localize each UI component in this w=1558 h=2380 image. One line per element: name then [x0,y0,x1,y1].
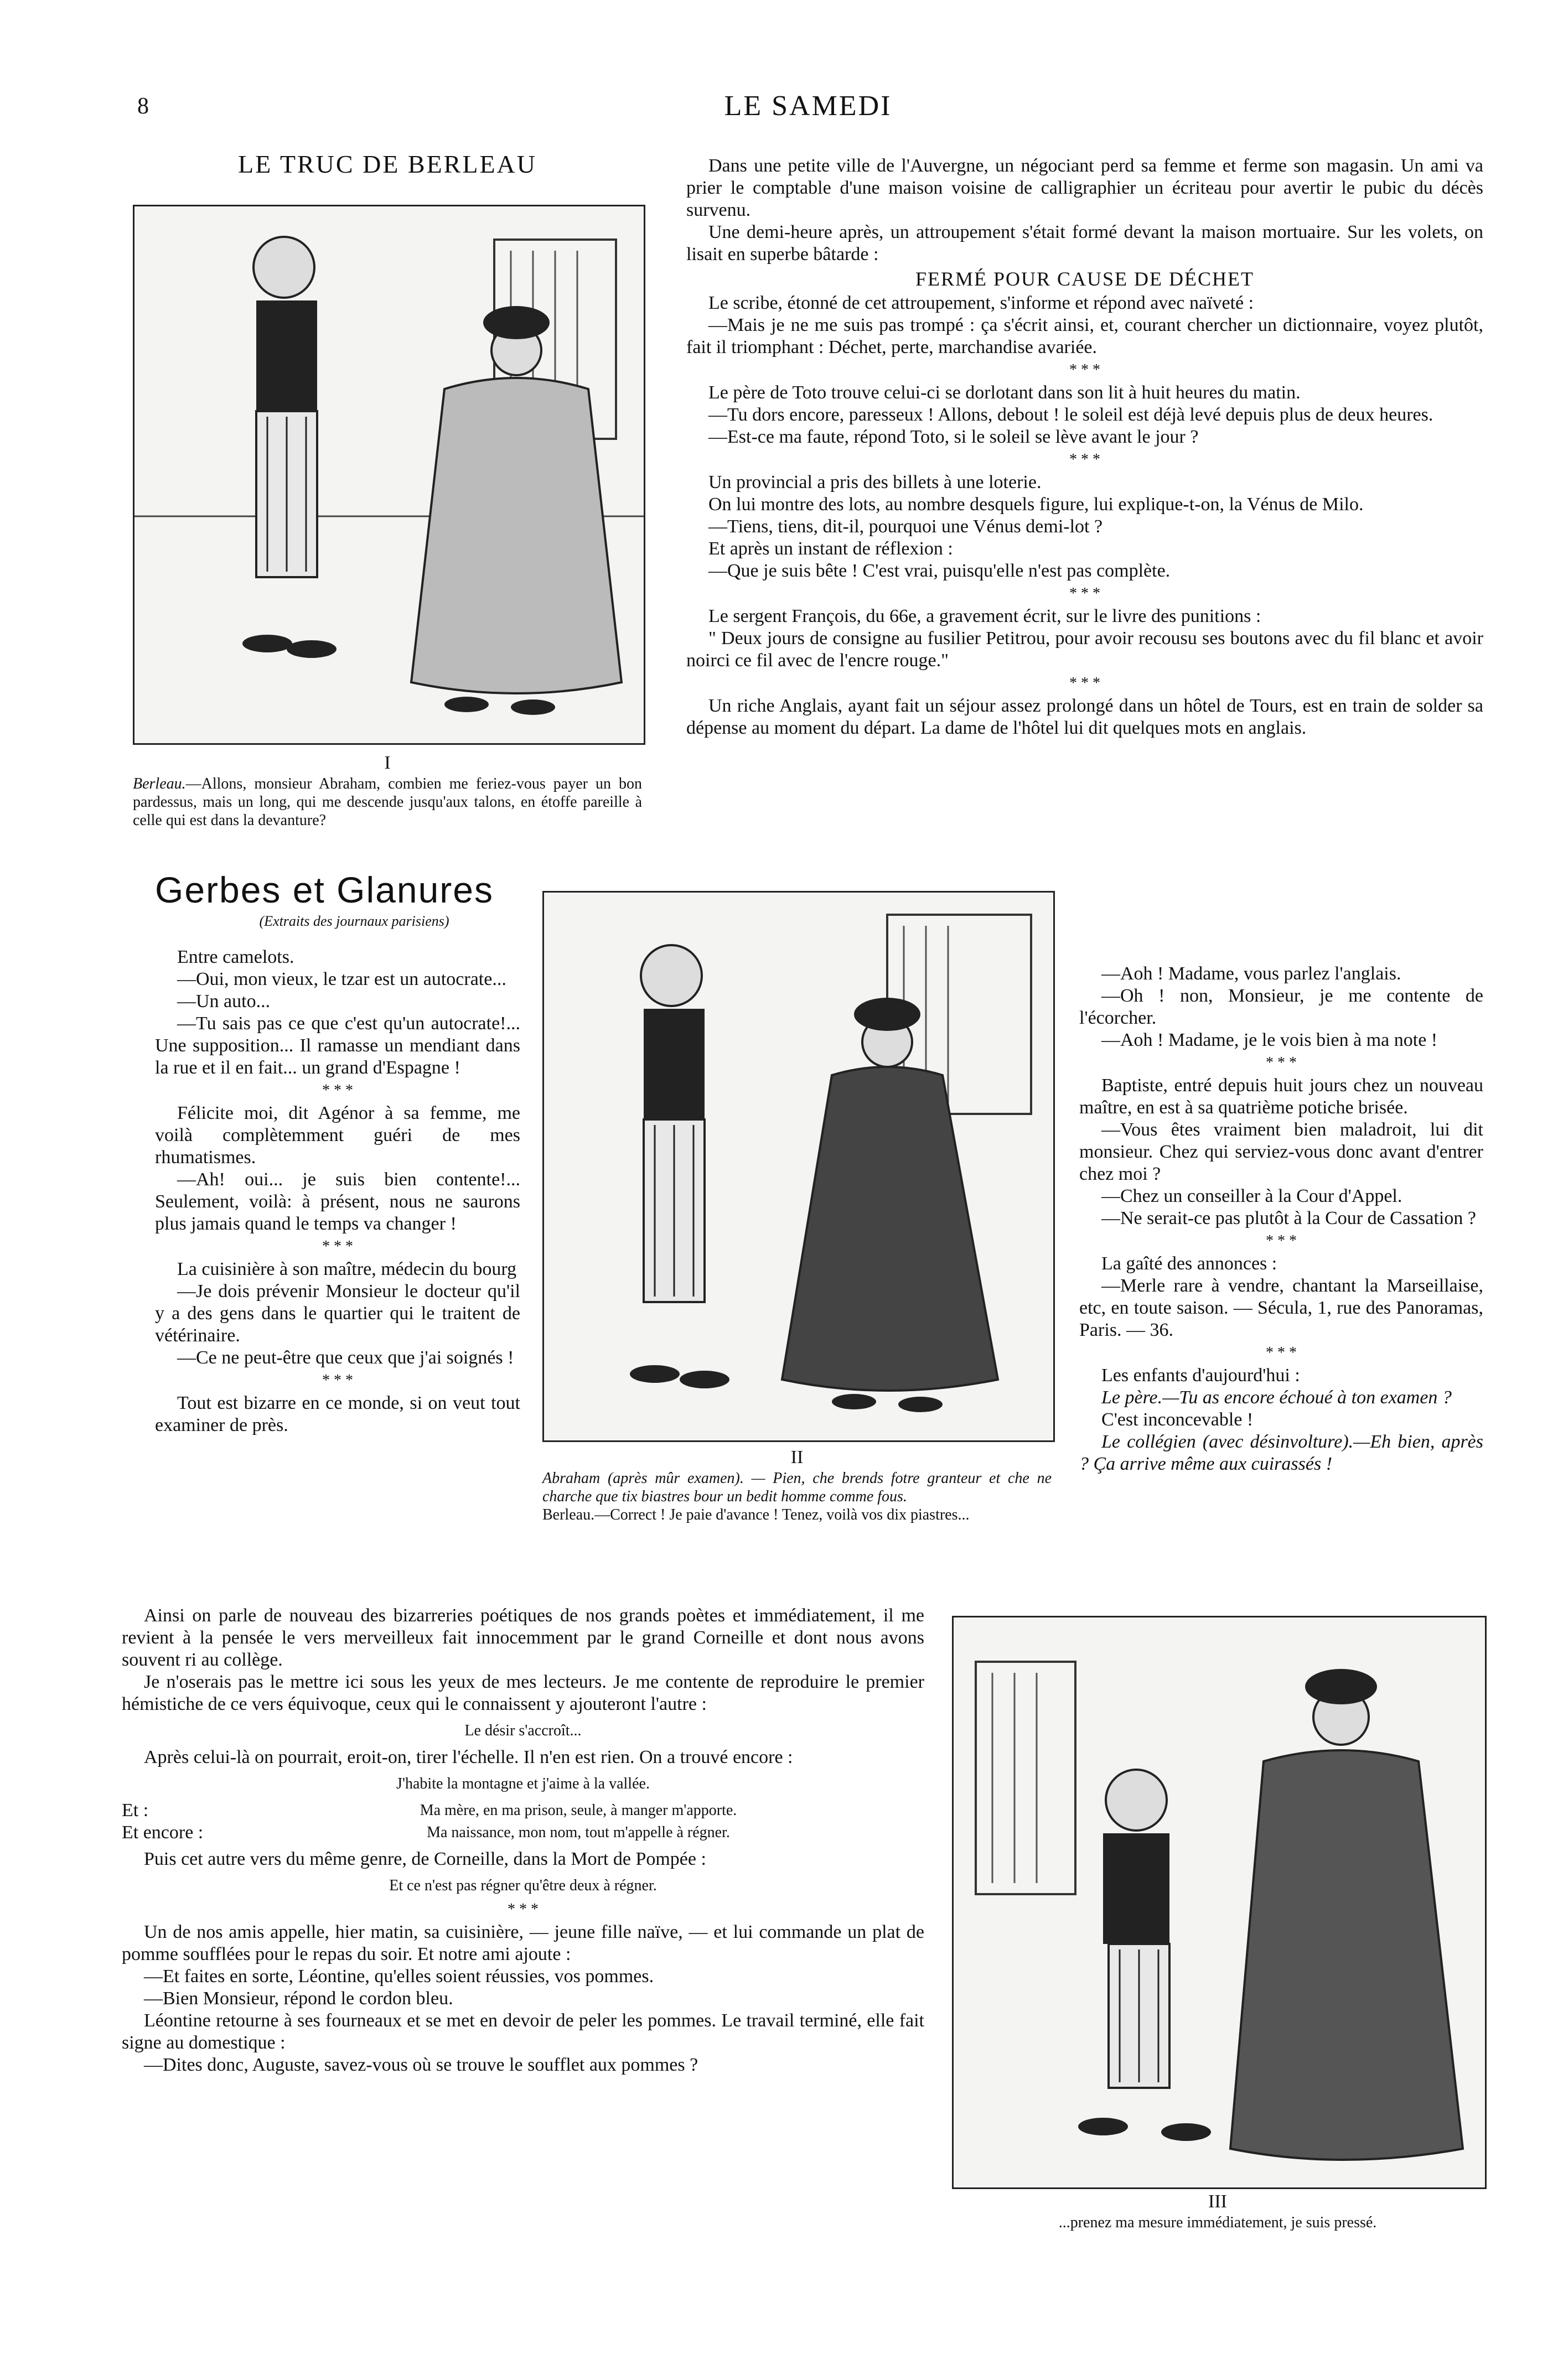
paragraph: —Tu dors encore, paresseux ! Allons, debout ! le soleil est déjà levé depuis plus de deux heures. [708,405,1433,425]
paragraph: —Et faites en sorte, Léontine, qu'elles soient réussies, vos pommes. [144,1966,654,1987]
cartoon-drawing-1 [134,206,644,743]
paragraph: Dans une petite ville de l'Auvergne, un négociant perd sa femme et ferme son magasin. Un ami va prier le comptable d'une maison voisine de calligraphier un écriteau pour avertir le pubic du décès survenu. [686,155,1483,220]
cartoon-drawing-2 [544,893,1053,1440]
cartoon-caption-3: ...prenez ma mesure immédiatement, je suis pressé. [1058,2214,1377,2231]
paragraph: —Ah! oui... je suis bien contente!... Seulement, voilà: à présent, nous ne saurons plus jamais quand le temps va changer ! [155,1169,520,1234]
cartoon-illustration-2 [542,891,1055,1442]
paragraph: On lui montre des lots, au nombre desquels figure, lui explique-t-on, la Vénus de Milo. [708,494,1364,515]
paragraph: La cuisinière à son maître, médecin du bourg [177,1259,517,1279]
paragraph: —Tu sais pas ce que c'est qu'un autocrate!... Une supposition... Il ramasse un mendiant dans la rue et il en fait... un grand d'Espagne ! [155,1013,520,1078]
caption-line: Abraham (après mûr examen). — Pien, che brends fotre granteur et che ne charche que tix biastres bour un bedit homme comme fous. [542,1470,1052,1505]
paragraph: —Je dois prévenir Monsieur le docteur qu'il y a des gens dans le quartier qui le traitent de vétérinaire. [155,1281,520,1346]
masthead: LE SAMEDI [724,90,892,122]
caption-line: Berleau.—Correct ! Je paie d'avance ! Tenez, voilà vos dix piastres... [542,1506,970,1523]
paragraph: —Dites donc, Auguste, savez-vous où se trouve le soufflet aux pommes ? [144,2055,698,2075]
caption-text: —Allons, monsieur Abraham, combien me feriez-vous payer un bon pardessus, mais un long, qui me descende jusqu'aux talons, en étoffe pareille à celle qui est dans la devanture? [133,775,642,829]
paragraph: —Aoh ! Madame, je le vois bien à ma note ! [1101,1030,1438,1050]
paragraph: " Deux jours de consigne au fusilier Petitrou, pour avoir recousu ses boutons avec du fil blanc et avoir noirci ce fil avec de l'encre rouge." [686,628,1483,671]
paragraph: —Ce ne peut-être que ceux que j'ai soignés ! [177,1347,514,1368]
paragraph: C'est inconcevable ! [1101,1409,1254,1430]
section-divider-stars: * * * [322,1372,353,1389]
paragraph: —Est-ce ma faute, répond Toto, si le soleil se lève avant le jour ? [708,427,1199,447]
bottom-text [122,1605,924,2076]
paragraph: —Un auto... [177,991,271,1012]
paragraph: Tout est bizarre en ce monde, si on veut tout examiner de près. [155,1393,520,1435]
paragraph: —Vous êtes vraiment bien maladroit, lui dit monsieur. Chez qui serviez-vous donc avant d'entrer chez moi ? [1079,1119,1483,1184]
paragraph: Ainsi on parle de nouveau des bizarreries poétiques de nos grands poètes et immédiatement, il me revient à la pensée le vers merveilleux fait innocemment par le grand Corneille et dont nous avons souvent ri au collège. [122,1605,924,1670]
paragraph: Félicite moi, dit Agénor à sa femme, me voilà complètemment guéri de mes rhumatismes. [155,1103,520,1168]
paragraph: —Chez un conseiller à la Cour d'Appel. [1101,1186,1402,1206]
paragraph: Entre camelots. [177,947,294,967]
cartoon-title: LE TRUC DE BERLEAU [238,150,537,178]
paragraph: Le collégien (avec désinvolture).—Eh bien, après ? Ça arrive même aux cuirassés ! [1079,1432,1483,1474]
shop-sign-text: FERMÉ POUR CAUSE DE DÉCHET [915,268,1255,290]
section-divider-stars: * * * [1266,1232,1297,1249]
paragraph: Le sergent François, du 66e, a gravement écrit, sur le livre des punitions : [708,606,1261,626]
section-divider-stars: * * * [1069,361,1100,378]
paragraph: —Mais je ne me suis pas trompé : ça s'écrit ainsi, et, courant chercher un dictionnaire, voyez plutôt, fait il triomphant : Déchet, perte, marchandise avariée. [686,315,1483,357]
paragraph: —Bien Monsieur, répond le cordon bleu. [144,1988,453,2009]
paragraph: Un provincial a pris des billets à une loterie. [708,472,1042,492]
section-heading: Gerbes et Glanures [155,869,494,910]
paragraph: Puis cet autre vers du même genre, de Corneille, dans la Mort de Pompée : [144,1849,706,1869]
plate-number-2: II [790,1447,804,1468]
section-divider-stars: * * * [1266,1344,1297,1361]
verse-row [122,1822,924,1844]
paragraph: Baptiste, entré depuis huit jours chez un nouveau maître, en est à sa quatrième potiche brisée. [1079,1075,1483,1118]
paragraph: —Merle rare à vendre, chantant la Marseillaise, etc, en toute saison. — Sécula, 1, rue des Panoramas, Paris. — 36. [1079,1275,1483,1340]
right-column-narrow [1079,963,1483,1475]
paragraph: Les enfants d'aujourd'hui : [1101,1365,1300,1386]
cartoon-caption-2 [542,1469,1052,1524]
paragraph: —Tiens, tiens, dit-il, pourquoi une Vénus demi-lot ? [708,516,1103,537]
section-divider-stars: * * * [322,1238,353,1255]
verse-quote: Le désir s'accroît... [464,1722,582,1739]
section-divider-stars: * * * [1069,675,1100,692]
paragraph: Après celui-là on pourrait, eroit-on, tirer l'échelle. Il n'en est rien. On a trouvé encore : [144,1747,793,1767]
paragraph: Le père de Toto trouve celui-ci se dorlotant dans son lit à huit heures du matin. [708,382,1301,403]
paragraph: Je n'oserais pas le mettre ici sous les yeux de mes lecteurs. Je me contente de reproduire le premier hémistiche de ce vers équivoque, ceux qui le connaissent y ajouteront l'autre : [122,1672,924,1714]
section-divider-stars: * * * [322,1082,353,1099]
paragraph: —Oui, mon vieux, le tzar est un autocrate... [177,969,506,989]
paragraph: Un riche Anglais, ayant fait un séjour assez prolongé dans un hôtel de Tours, est en train de solder sa dépense au moment du départ. La dame de l'hôtel lui dit quelques mots en anglais. [686,696,1483,738]
plate-number-3: III [1208,2191,1227,2212]
verse-row [122,1800,924,1822]
verse-label: Et encore : [122,1822,204,1843]
paragraph: La gaîté des annonces : [1101,1253,1277,1274]
gerbes-column [155,946,520,1437]
cartoon-illustration-3 [952,1616,1487,2189]
paragraph: Léontine retourne à ses fourneaux et se met en devoir de peler les pommes. Le travail terminé, elle fait signe au domestique : [122,2010,924,2053]
cartoon-illustration-1 [133,205,645,745]
paragraph: —Aoh ! Madame, vous parlez l'anglais. [1101,963,1401,984]
verse-label: Et : [122,1800,149,1821]
paragraph: Et après un instant de réflexion : [708,538,953,559]
cartoon-caption-1 [133,775,642,829]
verse-quote: J'habite la montagne et j'aime à la vallée. [396,1775,650,1792]
caption-speaker: Berleau. [133,775,186,792]
section-divider-stars: * * * [1069,585,1100,602]
paragraph: Une demi-heure après, un attroupement s'était formé devant la maison mortuaire. Sur les volets, on lisait en superbe bâtarde : [686,222,1483,265]
verse-quote: Ma mère, en ma prison, seule, à manger m'apporte. [420,1802,737,1819]
verse-quote: Ma naissance, mon nom, tout m'appelle à régner. [427,1824,730,1841]
paragraph: Le scribe, étonné de cet attroupement, s'informe et répond avec naïveté : [708,293,1254,313]
section-divider-stars: * * * [1266,1054,1297,1071]
paragraph: Un de nos amis appelle, hier matin, sa cuisinière, — jeune fille naïve, — et lui commande un plat de pomme soufflées pour le repas du soir. Et notre ami ajoute : [122,1922,924,1964]
paragraph: Le père.—Tu as encore échoué à ton examen ? [1101,1387,1452,1408]
paragraph: —Oh ! non, Monsieur, je me contente de l'écorcher. [1079,986,1483,1028]
section-divider-stars: * * * [508,1901,539,1918]
paragraph: —Ne serait-ce pas plutôt à la Cour de Cassation ? [1101,1208,1476,1228]
verse-quote: Et ce n'est pas régner qu'être deux à régner. [389,1877,657,1894]
section-subheading: (Extraits des journaux parisiens) [259,913,449,929]
section-divider-stars: * * * [1069,451,1100,468]
page-number: 8 [137,94,149,119]
cartoon-drawing-3 [954,1617,1485,2187]
paragraph: —Que je suis bête ! C'est vrai, puisqu'elle n'est pas complète. [708,561,1171,581]
right-column-upper [686,155,1483,739]
plate-number-1: I [384,753,391,773]
